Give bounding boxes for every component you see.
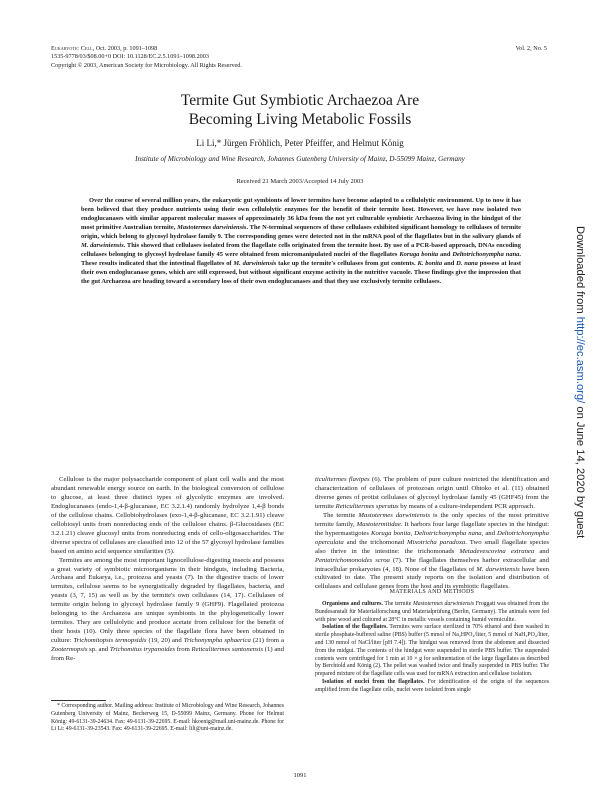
- page-number: 1091: [293, 772, 307, 779]
- intro-paragraph-3: The termite Mastotermes darwiniensis is the only species of the most primitive termite family, Mastotermitidae. It harbors four large flagellate species in the hindgut: the hypermastigotes Koruga bonita, Deltotrichonympha nana, and Deltotrichonympha operculata and the trichomonad Mixotricha paradoxa. Two small flagellate species also thrive in the intestine: the trichomonads Metadevescovina extranea and Pentatrichomonoides scroa (7). The flagellates themselves harbor extracellular and intracellular prokaryotes (4, 18). None of the flagellates of M. darwiniensis have been cultivated to date. The present study reports on the isolation and distribution of cellulases and cellulase genes from the host and its symbiotic flagellates.: [315, 511, 550, 591]
- download-watermark: Downloaded from http://ec.asm.org/ on June 14, 2020 by guest: [574, 226, 586, 539]
- section-heading-methods: MATERIALS AND METHODS: [389, 589, 475, 595]
- affiliation: Institute of Microbiology and Wine Research, Johannes Gutenberg University of Mainz, D-55099 Mainz, Germany: [135, 155, 465, 163]
- issn-doi-line: 1535-9778/03/$08.00+0 DOI: 10.1128/EC.2.5.1091–1098.2003: [51, 53, 209, 61]
- body-column-right: [315, 476, 549, 592]
- methods-isolation-nuclei: Isolation of nuclei from the flagellates. For identification of the origin of the sequences amplified from the flagellate cells, nuclei were isolated from single: [315, 678, 549, 693]
- methods-organisms: Organisms and cultures. The termite Mastotermes darwiniensis Froggatt was obtained from the Bundesanstalt für Materialforschung und Materialprüfung (Berlin, Germany). The animals were fed with pine wood and cultured at 28°C in metallic vessels containing humid vermiculite.: [315, 601, 550, 623]
- methods-text: [315, 601, 549, 695]
- footnote-rule: [51, 700, 106, 701]
- body-column-left: [51, 476, 284, 664]
- methods-isolation-flagellates: Isolation of the flagellates. Termites were surface sterilized in 70% ethanol and then washed in sterile phosphate-buffered saline (PBS) buffer (5 mmol of Na₂HPO₄/liter, 5 mmol of NaH₂PO₄/liter, and 130 mmol of NaCl/liter [pH 7.4]). The hindgut was removed from the abdomen and dissected from the midgut. The contents of the hindgut were suspended in sterile PBS buffer. The suspended contents were centrifuged for 1 min at 10 × g for sedimentation of the large flagellates as described by Berchtold and König (2). The pellet was washed twice and finally suspended in PBS buffer. The prepared mixture of the flagellate cells was used for mRNA extraction and cellulase isolation.: [315, 624, 549, 678]
- copyright-line: Copyright © 2003, American Society for Microbiology. All Rights Reserved.: [51, 61, 242, 69]
- intro-paragraph-2: Termites are among the most important lignocellulose-digesting insects and possess a great variety of symbiotic microorganisms in their hindguts, including Bacteria, Archaea and Eukarya, i.e., protozoa and yeasts (7). In the digestive tracts of lower termites, cellulose seems to be synergistically degraded by flagellates, bacteria, and yeasts (3, 7, 15) as well as by the termite's own cellulases (14, 17). Cellulases of termite origin belong to glycosyl hydrolase family 9 (GHF9). Flagellated protozoa belonging to the Archaezoa are unique symbionts in the phylogenetically lower termites. They are cellulolytic and produce acetate from cellulose for the benefit of their hosts (10). Only three species of the flagellate flora have been obtained in culture: Trichomitopsis termopsidis (19, 20) and Trichonympha sphaerica (21) from a Zootermopsis sp. and Trichomitus trypanoides from Reticulitermes santonensis (1) and from Re-: [51, 556, 284, 663]
- article-title: Termite Gut Symbiotic Archaezoa Are Becoming Living Metabolic Fossils: [180, 92, 420, 128]
- journal-citation: Eukaryotic Cell, Oct. 2003, p. 1091–1098: [51, 45, 158, 52]
- abstract: Over the course of several million years, the eukaryotic gut symbionts of lower termites have become adapted to a cellulolytic environment. Up to now it has been believed that they produce nutrients using their own cellulolytic enzymes for the benefit of their termite host. However, we have now isolated two endoglucanases with similar apparent molecular masses of approximately 36 kDa from the not yet culturable symbiotic Archaezoa living in the hindgut of the most primitive Australian termite, Mastotermes darwiniensis. The N-terminal sequences of these cellulases exhibited significant homology to cellulases of termite origin, which belong to glycosyl hydrolase family 9. The corresponding genes were detected not in the mRNA pool of the flagellates but in the salivary glands of M. darwiniensis. This showed that cellulases isolated from the flagellate cells originated from the termite host. By use of a PCR-based approach, DNAs encoding cellulases belonging to glycosyl hydrolase family 45 were obtained from micromanipulated nuclei of the flagellates Koruga bonita and Deltotrichonympha nana. These results indicated that the intestinal flagellates of M. darwiniensis take up the termite's cellulases from gut contents. K. bonita and D. nana possess at least their own endoglucanase genes, which are still expressed, but without significant enzyme activity in the nutritive vacuole. These findings give the impression that the gut Archaezoa are heading toward a secondary loss of their own endoglucanases and that they use exclusively termite cellulases.: [81, 197, 522, 285]
- received-dates: Received 21 March 2003/Accepted 14 July 2003: [236, 178, 364, 185]
- corresponding-author-footnote: * Corresponding author. Mailing address: Institute of Microbiology and Wine Research, Johannes Gutenberg University of Mainz, Becherweg 15, D-55099 Mainz, Germany. Phone for Helmut König: 49-6131-39-24634. Fax: 49-6131-39-22695. E-mail: hkoenig@mail.uni-mainz.de. Phone for Li Li: 49-6131-39-23543. Fax: 49-6131-39-22695. E-mail: lili@uni-mainz.de.: [51, 703, 284, 733]
- volume-issue: Vol. 2, No. 5: [515, 45, 547, 52]
- intro-paragraph-1: Cellulose is the major polysaccharide component of plant cell walls and the most abundant renewable energy source on earth. In the biological conversion of cellulose to glucose, at least three distinct types of glycolytic enzymes are involved. Endoglucanases (endo-1,4-β-glucanase, EC 3.2.1.4) randomly hydrolyze 1,4-β bonds of the cellulose chains. Cellobiohydrolases (exo-1,4-β-glucanase, EC 3.2.1.91) cleave cellobiosyl units from nonreducing ends of the cellulose chains. β-Glucosidases (EC 3.2.1.21) cleave glucosyl units from nonreducing ends of cello-oligosaccharides. The diverse spectra of cellulases are classified into 12 of the 57 glycosyl hydrolase families based on amino acid sequence similarities (5).: [51, 476, 284, 555]
- journal-site-link[interactable]: http://ec.asm.org/: [574, 316, 586, 404]
- running-header: [51, 45, 371, 70]
- author-list: Li Li,* Jürgen Fröhlich, Peter Pfeiffer, and Helmut König: [196, 138, 404, 148]
- intro-paragraph-2-continued: ticulitermes flavipes (6). The problem of pure culture restricted the identification and characterization of cellulases of protozoan origin until Ohtoko et al. (11) obtained diverse genes of protist cellulases of glycosyl hydrolase family 45 (GHF45) from the termite Reticulitermes speratus by means of a culture-independent PCR approach.: [315, 476, 549, 510]
